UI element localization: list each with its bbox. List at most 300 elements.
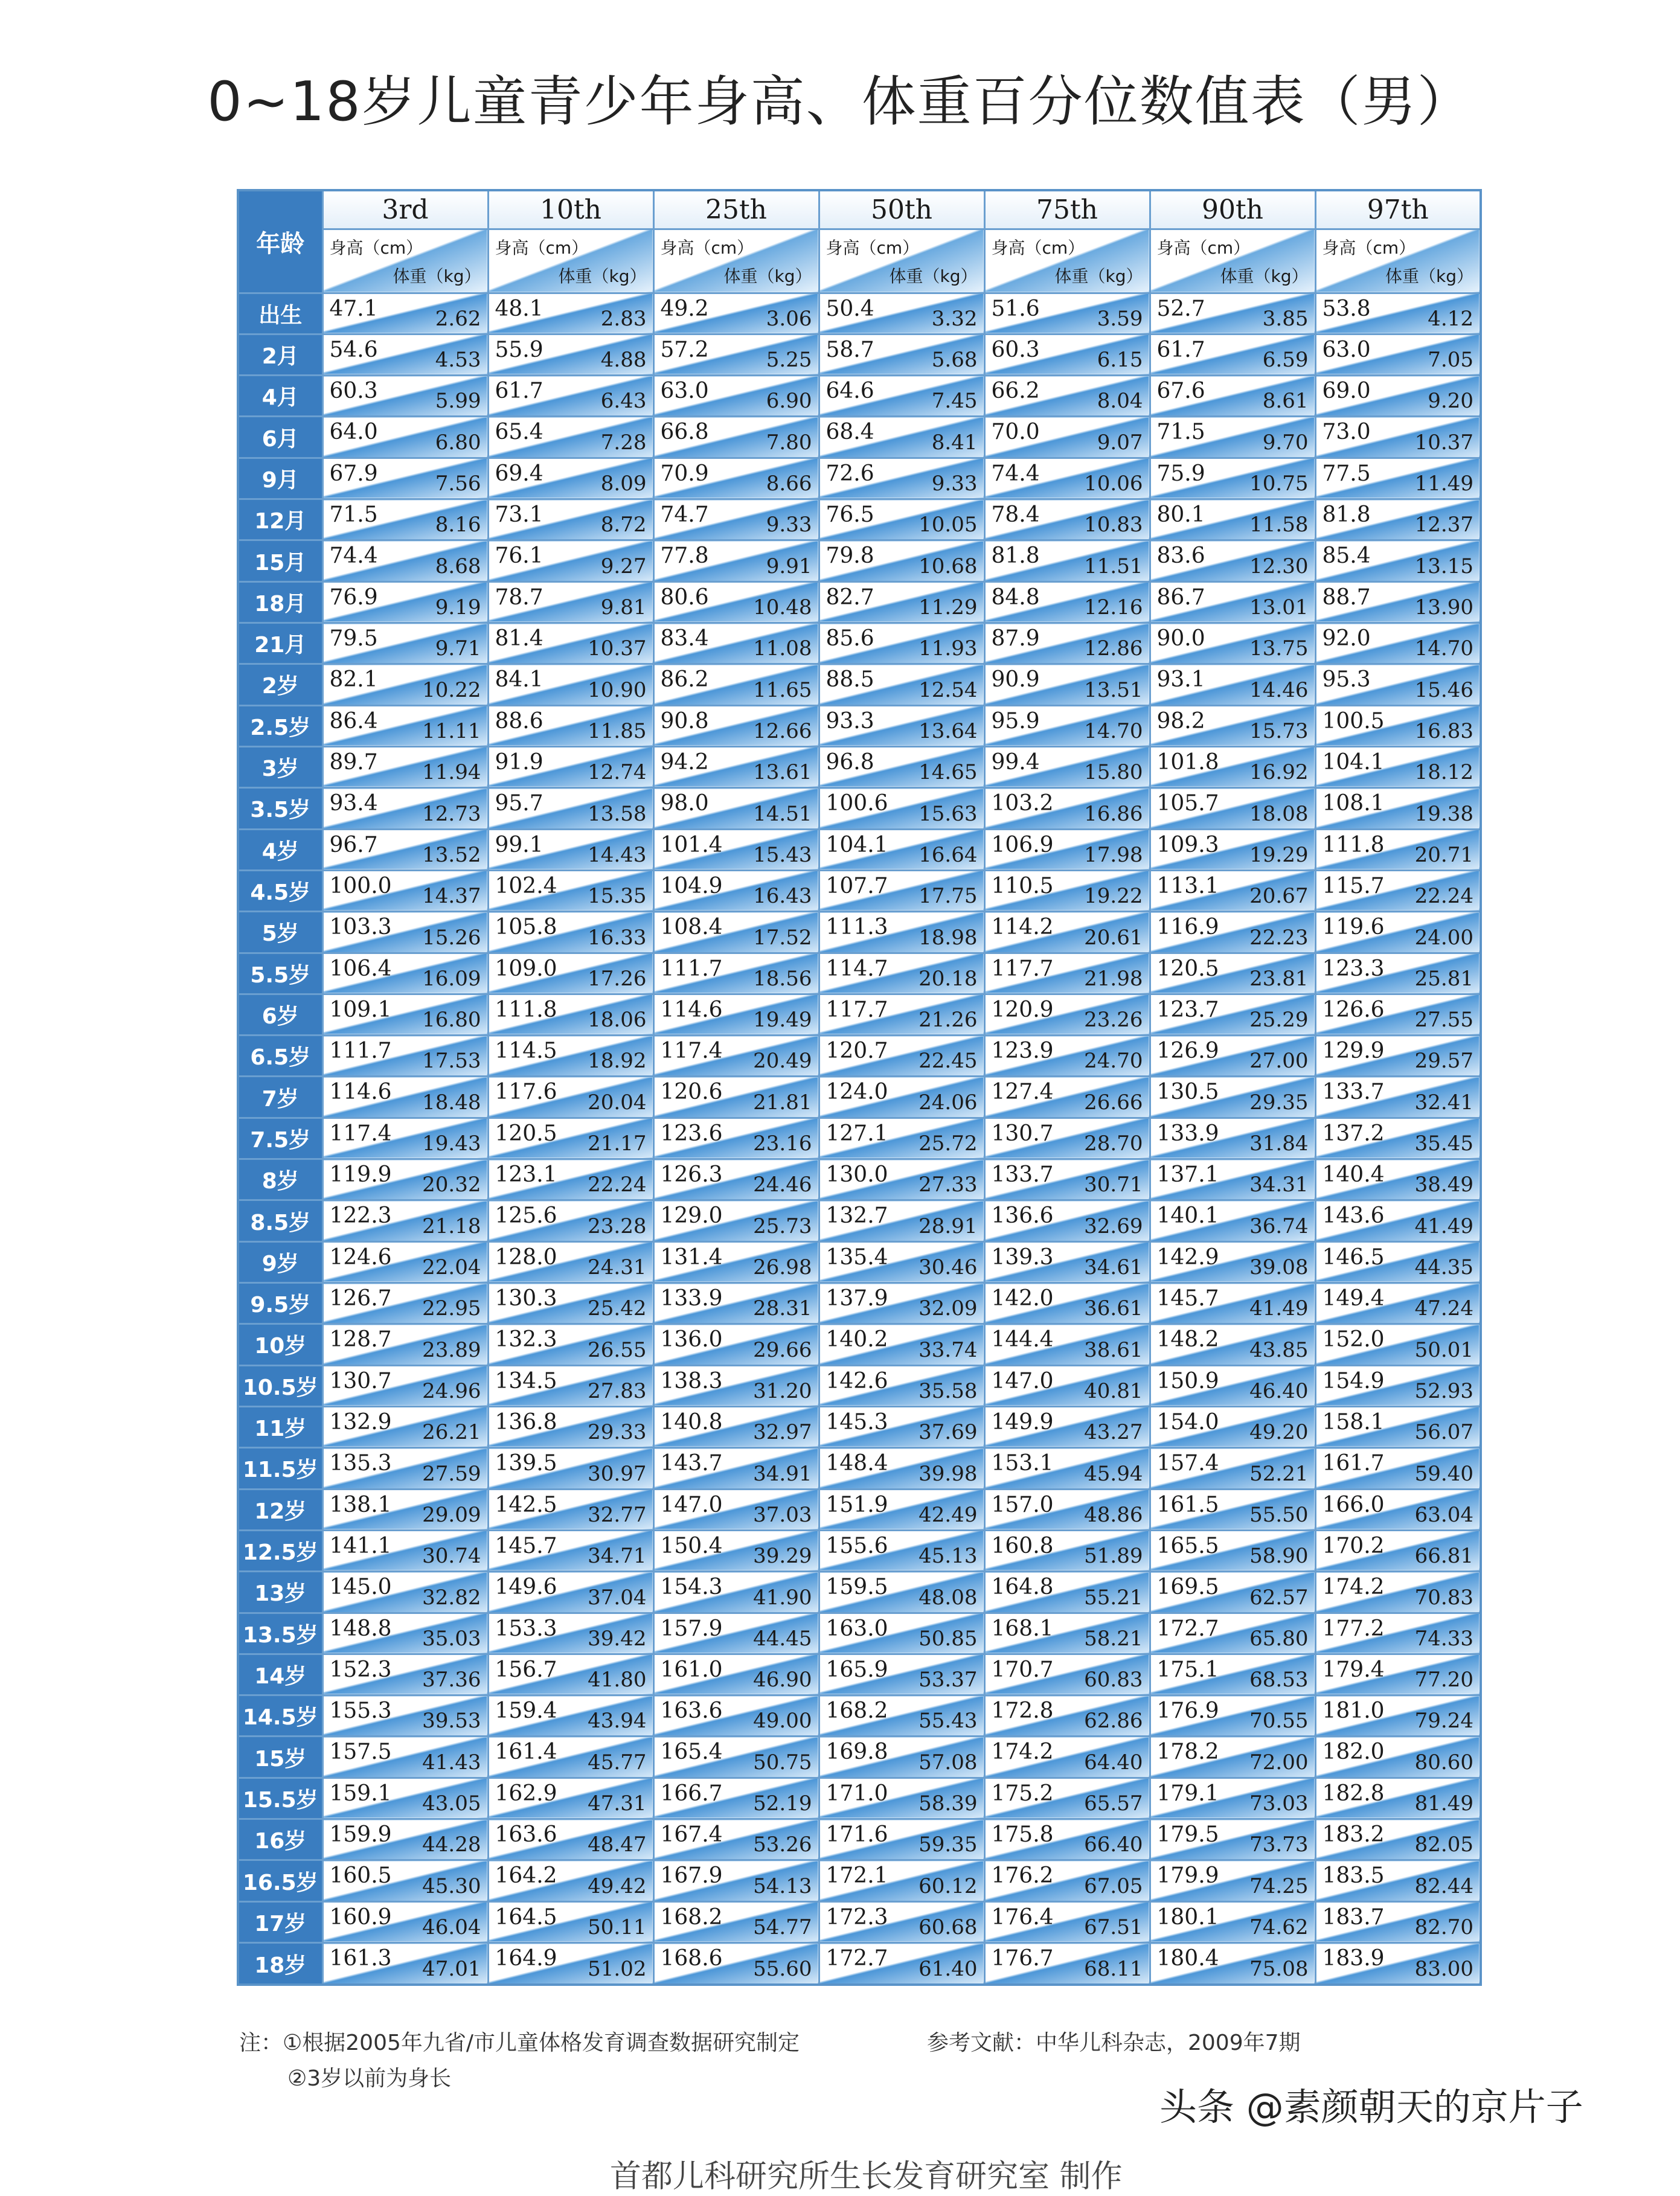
value-cell: [819, 1572, 984, 1613]
weight-value: 15.80: [1084, 760, 1143, 785]
percentile-header: 3rd: [322, 190, 488, 229]
weight-value: 46.04: [422, 1915, 481, 1939]
weight-value: 52.19: [753, 1791, 812, 1816]
weight-value: 11.93: [919, 636, 978, 661]
table-row: [238, 705, 1481, 746]
height-value: 158.1: [1322, 1409, 1385, 1435]
height-value: 49.2: [660, 296, 709, 321]
height-value: 109.0: [495, 956, 557, 981]
weight-value: 8.16: [435, 513, 481, 537]
weight-value: 24.06: [919, 1090, 978, 1115]
value-cell: [488, 334, 653, 375]
weight-value: 12.54: [919, 677, 978, 702]
height-value: 52.7: [1156, 296, 1205, 321]
height-value: 47.1: [329, 296, 378, 321]
weight-value: 2.62: [435, 306, 481, 331]
weight-value: 31.84: [1249, 1132, 1309, 1156]
weight-value: 35.45: [1414, 1132, 1473, 1156]
height-value: 95.7: [495, 791, 543, 816]
value-cell: [1150, 1572, 1315, 1613]
value-cell: [819, 788, 984, 829]
height-value: 120.5: [495, 1121, 557, 1146]
value-cell: [653, 293, 819, 334]
height-value: 93.1: [1156, 667, 1205, 693]
value-cell: [819, 1530, 984, 1571]
height-value: 105.7: [1156, 791, 1219, 816]
value-cell: [984, 376, 1150, 417]
value-cell: [322, 1695, 488, 1737]
table-row: [238, 1613, 1481, 1654]
value-cell: [322, 788, 488, 829]
weight-value: 39.29: [753, 1544, 812, 1569]
weight-value: 16.83: [1414, 719, 1473, 743]
weight-value: 25.81: [1414, 966, 1473, 991]
value-cell: [1315, 1118, 1481, 1159]
weight-value: 27.00: [1249, 1049, 1309, 1074]
weight-value: 21.98: [1084, 966, 1143, 991]
value-cell: [1315, 953, 1481, 994]
height-value: 105.8: [495, 915, 557, 940]
weight-value: 24.70: [1084, 1049, 1143, 1074]
weight-value: 29.33: [588, 1420, 647, 1445]
table-row: [238, 1654, 1481, 1695]
height-value: 117.6: [495, 1080, 557, 1105]
height-value: 180.4: [1156, 1946, 1219, 1971]
weight-value: 61.40: [919, 1957, 978, 1981]
height-value: 135.4: [826, 1244, 888, 1270]
note-reference: 参考文献：中华儿科杂志，2009年7期: [927, 2031, 1301, 2055]
weight-value: 11.94: [422, 760, 481, 785]
weight-value: 65.80: [1249, 1626, 1309, 1651]
percentile-header-row: [238, 190, 1481, 229]
height-value: 69.4: [495, 461, 543, 486]
height-value: 155.3: [329, 1698, 392, 1724]
value-cell: [1150, 1159, 1315, 1200]
height-value: 117.7: [991, 956, 1054, 981]
value-cell: [653, 1283, 819, 1324]
note-source: 注：①根据2005年九省/市儿童体格发育调查数据研究制定: [239, 2031, 800, 2055]
weight-value: 4.88: [600, 348, 647, 373]
table-row: [238, 1819, 1481, 1860]
weight-value: 19.22: [1084, 884, 1143, 909]
weight-value: 32.09: [919, 1296, 978, 1321]
weight-value: 30.74: [422, 1544, 481, 1569]
weight-value: 6.90: [766, 389, 812, 414]
weight-value: 15.35: [588, 884, 647, 909]
weight-value: 28.70: [1084, 1132, 1143, 1156]
weight-value: 25.29: [1249, 1008, 1309, 1032]
value-cell: [322, 540, 488, 581]
value-cell: [819, 540, 984, 581]
height-value: 120.9: [991, 997, 1054, 1022]
value-cell: [488, 1159, 653, 1200]
weight-value: 41.43: [422, 1750, 481, 1775]
height-value: 165.9: [826, 1657, 888, 1682]
weight-value: 75.08: [1249, 1957, 1309, 1981]
value-cell: [1150, 1737, 1315, 1778]
value-cell: [653, 1530, 819, 1571]
value-cell: [819, 1036, 984, 1077]
value-cell: [653, 581, 819, 623]
height-value: 79.8: [826, 543, 874, 569]
height-unit-label: 身高（cm）: [329, 237, 423, 258]
unit-header: [819, 229, 984, 293]
value-cell: [984, 1283, 1150, 1324]
weight-value: 18.92: [588, 1049, 647, 1074]
height-value: 82.7: [826, 584, 874, 610]
table-row: [238, 1406, 1481, 1447]
height-value: 143.6: [1322, 1203, 1385, 1229]
weight-value: 10.22: [422, 677, 481, 702]
weight-value: 3.85: [1262, 306, 1309, 331]
height-value: 89.7: [329, 749, 378, 775]
height-value: 61.7: [495, 379, 543, 404]
weight-value: 32.97: [753, 1420, 812, 1445]
value-cell: [1315, 1448, 1481, 1489]
height-value: 160.9: [329, 1904, 392, 1930]
value-cell: [1150, 1778, 1315, 1819]
value-cell: [819, 746, 984, 787]
height-value: 83.6: [1156, 543, 1205, 569]
value-cell: [653, 788, 819, 829]
age-label: 17岁: [238, 1901, 322, 1942]
weight-value: 52.21: [1249, 1461, 1309, 1486]
value-cell: [488, 293, 653, 334]
height-value: 182.8: [1322, 1781, 1385, 1806]
weight-value: 26.55: [588, 1337, 647, 1362]
height-value: 140.1: [1156, 1203, 1219, 1229]
weight-value: 9.27: [600, 554, 647, 578]
value-cell: [653, 1118, 819, 1159]
age-label: 15.5岁: [238, 1778, 322, 1819]
value-cell: [984, 1943, 1150, 1985]
height-value: 90.8: [660, 708, 709, 734]
weight-value: 36.61: [1084, 1296, 1143, 1321]
height-value: 129.9: [1322, 1039, 1385, 1064]
weight-value: 54.77: [753, 1915, 812, 1939]
height-value: 145.7: [1156, 1286, 1219, 1311]
height-value: 128.0: [495, 1244, 557, 1270]
table-row: [238, 1860, 1481, 1901]
height-value: 171.0: [826, 1781, 888, 1806]
weight-value: 41.80: [588, 1668, 647, 1692]
height-value: 107.7: [826, 873, 888, 898]
height-value: 131.4: [660, 1244, 723, 1270]
weight-value: 27.55: [1414, 1008, 1473, 1032]
height-value: 111.8: [495, 997, 557, 1022]
height-value: 162.9: [495, 1781, 557, 1806]
age-label: 12月: [238, 499, 322, 540]
age-label: 6.5岁: [238, 1036, 322, 1077]
age-label: 5岁: [238, 912, 322, 953]
height-value: 148.8: [329, 1616, 392, 1641]
value-cell: [322, 1118, 488, 1159]
height-value: 108.4: [660, 915, 723, 940]
height-value: 64.0: [329, 420, 378, 445]
height-value: 126.9: [1156, 1039, 1219, 1064]
height-value: 139.3: [991, 1244, 1054, 1270]
value-cell: [984, 1572, 1150, 1613]
height-value: 100.0: [329, 873, 392, 898]
weight-value: 65.57: [1084, 1791, 1143, 1816]
weight-value: 28.91: [919, 1214, 978, 1238]
weight-value: 9.70: [1262, 430, 1309, 455]
value-cell: [1150, 1036, 1315, 1077]
value-cell: [488, 1118, 653, 1159]
height-value: 117.7: [826, 997, 888, 1022]
weight-value: 60.12: [919, 1874, 978, 1898]
value-cell: [1315, 1324, 1481, 1365]
weight-value: 15.46: [1414, 677, 1473, 702]
height-value: 51.6: [991, 296, 1040, 321]
height-value: 79.5: [329, 626, 378, 651]
height-value: 170.7: [991, 1657, 1054, 1682]
age-label: 2岁: [238, 664, 322, 705]
weight-value: 49.42: [588, 1874, 647, 1898]
weight-value: 35.58: [919, 1378, 978, 1403]
value-cell: [322, 1737, 488, 1778]
value-cell: [488, 953, 653, 994]
value-cell: [488, 1241, 653, 1282]
weight-value: 41.90: [753, 1585, 812, 1610]
weight-value: 55.21: [1084, 1585, 1143, 1610]
weight-value: 13.64: [919, 719, 978, 743]
weight-value: 72.00: [1249, 1750, 1309, 1775]
weight-value: 49.20: [1249, 1420, 1309, 1445]
height-unit-label: 身高（cm）: [1156, 237, 1251, 258]
height-value: 183.7: [1322, 1904, 1385, 1930]
value-cell: [488, 1530, 653, 1571]
value-cell: [322, 1819, 488, 1860]
weight-value: 10.37: [588, 636, 647, 661]
age-label: 13岁: [238, 1572, 322, 1613]
height-value: 96.7: [329, 832, 378, 857]
unit-header: [653, 229, 819, 293]
value-cell: [653, 912, 819, 953]
weight-value: 39.98: [919, 1461, 978, 1486]
weight-value: 52.93: [1414, 1378, 1473, 1403]
value-cell: [984, 1241, 1150, 1282]
height-value: 72.6: [826, 461, 874, 486]
height-value: 138.1: [329, 1492, 392, 1517]
height-value: 161.5: [1156, 1492, 1219, 1517]
value-cell: [322, 1324, 488, 1365]
height-value: 76.5: [826, 502, 874, 528]
height-value: 164.8: [991, 1575, 1054, 1600]
height-value: 60.3: [329, 379, 378, 404]
weight-value: 13.61: [753, 760, 812, 785]
height-value: 137.2: [1322, 1121, 1385, 1146]
height-value: 77.8: [660, 543, 709, 569]
weight-unit-label: 体重（kg）: [558, 266, 647, 286]
value-cell: [653, 1819, 819, 1860]
height-value: 103.3: [329, 915, 392, 940]
value-cell: [984, 1737, 1150, 1778]
height-value: 174.2: [1322, 1575, 1385, 1600]
value-cell: [653, 1695, 819, 1737]
height-value: 140.8: [660, 1409, 723, 1435]
value-cell: [653, 953, 819, 994]
weight-value: 22.95: [422, 1296, 481, 1321]
table-row: [238, 1241, 1481, 1282]
weight-value: 59.35: [919, 1833, 978, 1857]
value-cell: [322, 746, 488, 787]
value-cell: [1315, 664, 1481, 705]
age-label: 8岁: [238, 1159, 322, 1200]
height-value: 65.4: [495, 420, 543, 445]
value-cell: [984, 788, 1150, 829]
age-header: 年龄: [238, 190, 322, 293]
footer-credit: 首都儿科研究所生长发育研究室 制作: [610, 2159, 1123, 2195]
weight-value: 37.04: [588, 1585, 647, 1610]
value-cell: [1315, 458, 1481, 499]
height-value: 109.1: [329, 997, 392, 1022]
height-value: 111.3: [826, 915, 888, 940]
weight-value: 32.82: [422, 1585, 481, 1610]
value-cell: [819, 1241, 984, 1282]
value-cell: [322, 376, 488, 417]
value-cell: [1315, 334, 1481, 375]
height-value: 90.9: [991, 667, 1040, 693]
value-cell: [1150, 829, 1315, 870]
value-cell: [984, 1448, 1150, 1489]
weight-value: 37.36: [422, 1668, 481, 1692]
value-cell: [653, 1324, 819, 1365]
value-cell: [1150, 1901, 1315, 1942]
age-label: 9.5岁: [238, 1283, 322, 1324]
height-value: 90.0: [1156, 626, 1205, 651]
weight-value: 12.73: [422, 801, 481, 826]
height-value: 116.9: [1156, 915, 1219, 940]
weight-value: 55.60: [753, 1957, 812, 1981]
height-value: 114.6: [329, 1080, 392, 1105]
value-cell: [819, 1860, 984, 1901]
value-cell: [488, 581, 653, 623]
value-cell: [488, 1695, 653, 1737]
value-cell: [488, 994, 653, 1035]
weight-value: 11.08: [753, 636, 812, 661]
height-value: 156.7: [495, 1657, 557, 1682]
height-value: 143.7: [660, 1451, 723, 1476]
weight-value: 50.01: [1414, 1337, 1473, 1362]
value-cell: [1315, 1406, 1481, 1447]
height-value: 114.7: [826, 956, 888, 981]
age-label: 13.5岁: [238, 1613, 322, 1654]
value-cell: [1315, 581, 1481, 623]
weight-value: 18.56: [753, 966, 812, 991]
height-value: 164.5: [495, 1904, 557, 1930]
value-cell: [1150, 788, 1315, 829]
weight-value: 13.51: [1084, 677, 1143, 702]
height-value: 73.0: [1322, 420, 1371, 445]
height-value: 71.5: [1156, 420, 1205, 445]
value-cell: [322, 829, 488, 870]
weight-value: 74.62: [1249, 1915, 1309, 1939]
table-row: [238, 334, 1481, 375]
weight-value: 2.83: [600, 306, 647, 331]
height-value: 95.3: [1322, 667, 1371, 693]
height-value: 136.6: [991, 1203, 1054, 1229]
height-value: 130.3: [495, 1286, 557, 1311]
weight-value: 9.33: [931, 472, 978, 496]
unit-header: [488, 229, 653, 293]
weight-value: 21.18: [422, 1214, 481, 1238]
value-cell: [984, 1200, 1150, 1241]
weight-value: 20.71: [1414, 842, 1473, 867]
height-value: 123.9: [991, 1039, 1054, 1064]
value-cell: [819, 1613, 984, 1654]
weight-value: 83.00: [1414, 1957, 1473, 1981]
weight-value: 4.12: [1428, 306, 1473, 331]
weight-value: 23.89: [422, 1337, 481, 1362]
value-cell: [322, 1159, 488, 1200]
value-cell: [1150, 1283, 1315, 1324]
weight-value: 21.26: [919, 1008, 978, 1032]
weight-value: 73.73: [1249, 1833, 1309, 1857]
weight-value: 36.74: [1249, 1214, 1309, 1238]
value-cell: [653, 1572, 819, 1613]
weight-value: 34.71: [588, 1544, 647, 1569]
weight-value: 79.24: [1414, 1709, 1473, 1733]
weight-value: 12.86: [1084, 636, 1143, 661]
value-cell: [1315, 1200, 1481, 1241]
value-cell: [984, 1324, 1150, 1365]
height-value: 101.8: [1156, 749, 1219, 775]
value-cell: [1315, 994, 1481, 1035]
value-cell: [653, 1036, 819, 1077]
height-value: 146.5: [1322, 1244, 1385, 1270]
table-row: [238, 417, 1481, 458]
weight-value: 13.58: [588, 801, 647, 826]
age-label: 7岁: [238, 1077, 322, 1118]
weight-value: 58.90: [1249, 1544, 1309, 1569]
age-label: 21月: [238, 623, 322, 664]
height-value: 74.7: [660, 502, 709, 528]
weight-value: 3.59: [1097, 306, 1143, 331]
weight-value: 64.40: [1084, 1750, 1143, 1775]
weight-value: 18.08: [1249, 801, 1309, 826]
value-cell: [1150, 1943, 1315, 1985]
value-cell: [1150, 293, 1315, 334]
value-cell: [819, 870, 984, 911]
value-cell: [1315, 1778, 1481, 1819]
height-value: 86.7: [1156, 584, 1205, 610]
height-value: 77.5: [1322, 461, 1371, 486]
height-value: 68.4: [826, 420, 874, 445]
weight-value: 34.91: [753, 1461, 812, 1486]
value-cell: [1315, 1943, 1481, 1985]
value-cell: [819, 912, 984, 953]
percentile-header: 50th: [819, 190, 984, 229]
note-length: ②3岁以前为身长: [287, 2066, 452, 2091]
weight-value: 45.30: [422, 1874, 481, 1898]
value-cell: [1150, 1406, 1315, 1447]
height-value: 145.3: [826, 1409, 888, 1435]
value-cell: [1315, 1695, 1481, 1737]
weight-value: 14.70: [1084, 719, 1143, 743]
height-value: 123.7: [1156, 997, 1219, 1022]
weight-value: 47.24: [1414, 1296, 1473, 1321]
weight-value: 24.00: [1414, 925, 1473, 950]
height-value: 63.0: [660, 379, 709, 404]
value-cell: [322, 1365, 488, 1406]
height-value: 179.4: [1322, 1657, 1385, 1682]
weight-value: 62.57: [1249, 1585, 1309, 1610]
weight-value: 7.56: [435, 472, 481, 496]
weight-value: 16.92: [1249, 760, 1309, 785]
unit-header: [1150, 229, 1315, 293]
unit-header: [322, 229, 488, 293]
